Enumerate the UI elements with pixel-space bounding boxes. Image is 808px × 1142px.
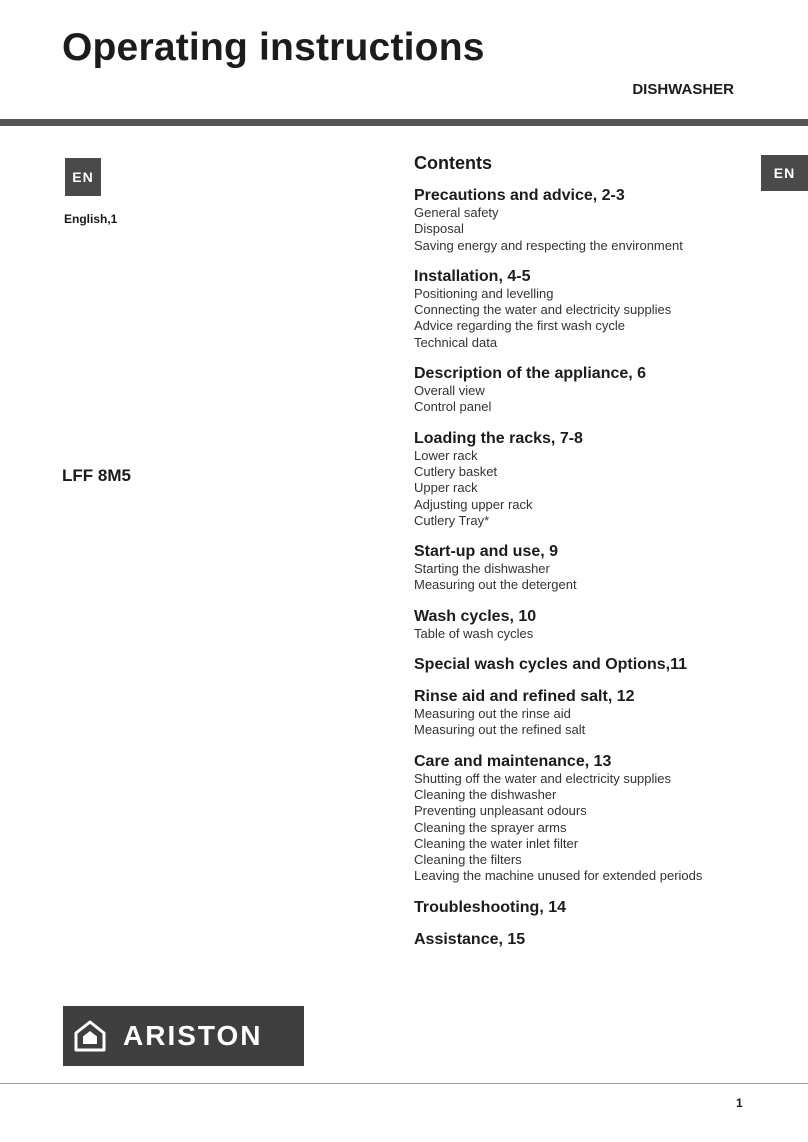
toc-section-title: Precautions and advice, 2-3: [414, 187, 625, 204]
toc-section-title: Rinse aid and refined salt, 12: [414, 688, 635, 706]
model-number: LFF 8M5: [62, 466, 131, 485]
toc-section: [414, 655, 794, 674]
toc-section: [414, 930, 794, 949]
toc-item: Preventing unpleasant odours: [414, 803, 587, 819]
toc-section: [414, 752, 794, 885]
house-logo-icon: [73, 1019, 107, 1053]
toc-section: [414, 607, 794, 642]
toc-section-title: Troubleshooting, 14: [414, 898, 567, 916]
toc-item: Cleaning the sprayer arms: [414, 819, 567, 835]
language-badge-left: EN: [65, 158, 101, 196]
toc-section: [414, 186, 794, 254]
page-number: 1: [736, 1096, 743, 1110]
toc-item: Cleaning the water inlet filter: [414, 835, 579, 851]
document-subtitle: DISHWASHER: [632, 81, 734, 98]
toc-item: Connecting the water and electricity supplies: [414, 302, 672, 318]
toc-section-title: Installation, 4-5: [414, 267, 531, 285]
toc-section-title: Assistance, 15: [414, 930, 526, 948]
toc-item: Positioning and levelling: [414, 285, 554, 301]
toc-item: Upper rack: [414, 480, 478, 496]
toc-section-title: Start-up and use, 9: [414, 543, 559, 561]
footer-divider: [0, 1083, 808, 1084]
toc-item: Lower rack: [414, 447, 478, 463]
toc-section: [414, 429, 794, 529]
toc-item: Adjusting upper rack: [414, 496, 533, 512]
toc-item: Saving energy and respecting the environment: [414, 237, 683, 253]
toc-item: Cutlery basket: [414, 463, 498, 479]
toc-section: [414, 687, 794, 739]
toc-section-title: Description of the appliance, 6: [414, 365, 647, 383]
toc-item: Disposal: [414, 221, 464, 237]
toc-item: Measuring out the detergent: [414, 577, 577, 593]
toc-item: Leaving the machine unused for extended periods: [414, 868, 703, 884]
toc-section-title: Wash cycles, 10: [414, 607, 537, 625]
header-bar: [0, 119, 808, 126]
toc-item: Control panel: [414, 399, 492, 415]
page-title: Operating instructions: [62, 26, 485, 69]
toc-section-title: Special wash cycles and Options,11: [414, 656, 688, 674]
toc-item: Cleaning the filters: [414, 852, 522, 868]
toc-item: Table of wash cycles: [414, 625, 534, 641]
toc-section-title: Care and maintenance, 13: [414, 752, 612, 770]
toc-section: [414, 542, 794, 594]
contents-heading: Contents: [414, 153, 492, 173]
toc-section: [414, 267, 794, 351]
toc-section: [414, 898, 794, 917]
toc-item: Technical data: [414, 334, 498, 350]
toc-item: Advice regarding the first wash cycle: [414, 318, 625, 334]
language-index: English,1: [64, 212, 118, 226]
toc-section-title: Loading the racks, 7-8: [414, 429, 583, 447]
toc-item: Overall view: [414, 383, 485, 399]
toc-item: General safety: [414, 205, 499, 220]
toc-item: Measuring out the rinse aid: [414, 706, 571, 722]
brand-logo: [63, 1006, 304, 1066]
brand-name: ARISTON: [123, 1020, 263, 1051]
toc-item: Cutlery Tray*: [414, 512, 490, 528]
toc-item: Starting the dishwasher: [414, 561, 550, 577]
toc-item: Measuring out the refined salt: [414, 722, 586, 738]
toc-item: Shutting off the water and electricity supplies: [414, 770, 672, 786]
table-of-contents: [414, 153, 794, 962]
language-tab-right: EN: [761, 155, 808, 191]
toc-section: [414, 364, 794, 416]
toc-item: Cleaning the dishwasher: [414, 786, 557, 802]
